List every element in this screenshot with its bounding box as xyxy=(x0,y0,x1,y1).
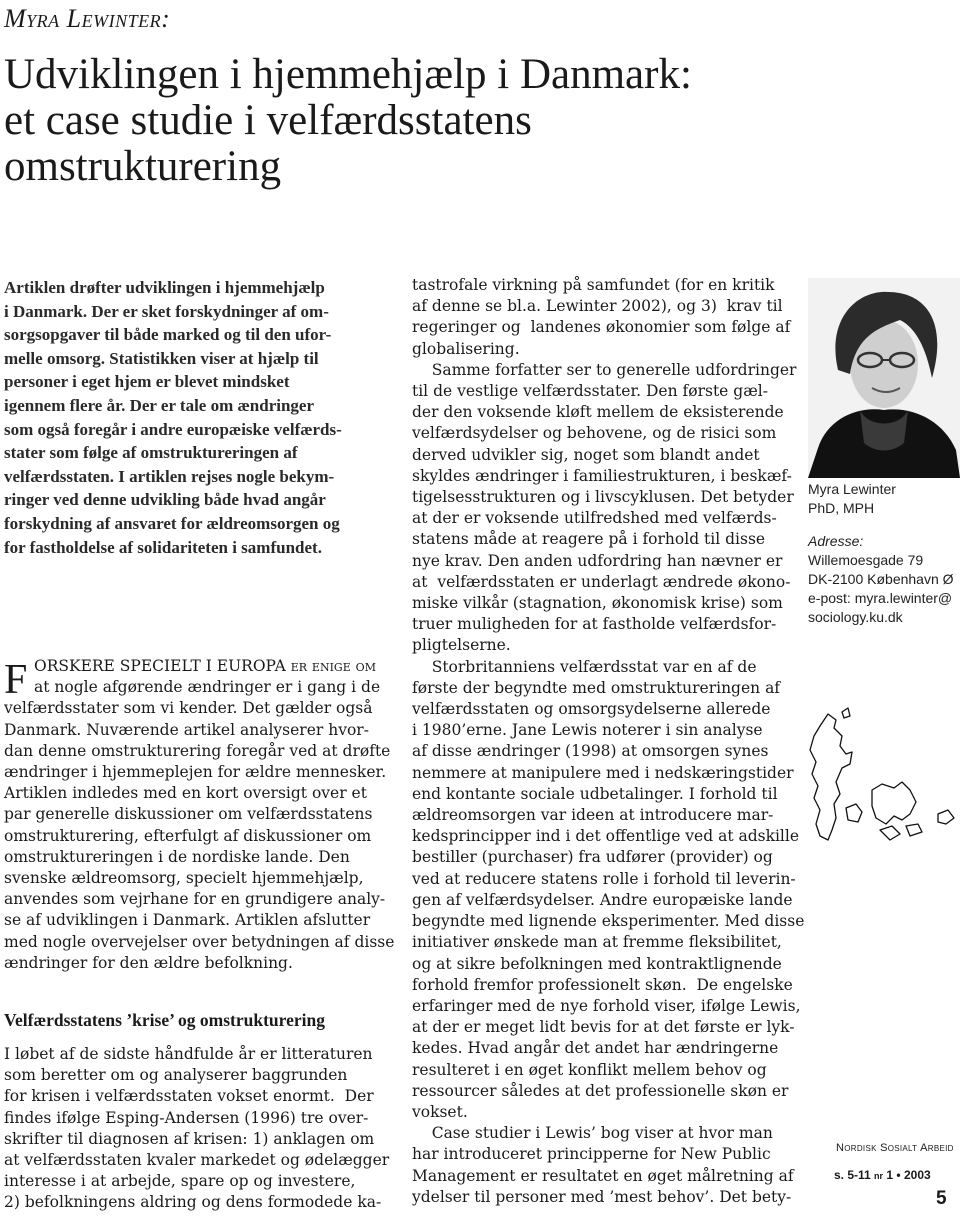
body-line: har introduceret principperne for New Public xyxy=(412,1145,771,1164)
abstract-line: melle omsorg. Statistikken viser at hjælp til xyxy=(4,348,319,368)
journal-name: Nordisk Sosialt Arbeid xyxy=(836,1142,954,1154)
sidebar-degree: PhD, MPH xyxy=(808,500,875,516)
body-line: skrifter til diagnosen af krisen: 1) anklagen om xyxy=(4,1129,375,1148)
issue-nr-label: nr xyxy=(874,1171,884,1181)
body-line: for krisen i velfærdsstaten vokset enormt. Der xyxy=(4,1087,374,1106)
intro-line: med nogle overvejelser over betydningen af disse xyxy=(4,932,395,951)
issue-bullet: • xyxy=(896,1168,901,1182)
author-photo xyxy=(808,278,960,478)
address-line: DK-2100 København Ø xyxy=(808,571,954,587)
body-column-left xyxy=(4,1044,389,1214)
intro-paragraph xyxy=(4,656,395,974)
intro-line: svenske ældreomsorg, specielt hjemmehjælp, xyxy=(4,869,364,888)
body-line: Management er resultatet en øget målretning af xyxy=(412,1166,794,1185)
body-line: ældreomsorgen var ideen at introducere mar- xyxy=(412,806,774,825)
email-line: sociology.ku.dk xyxy=(808,609,903,625)
body-line: 2) befolkningens aldring og dens formodede ka- xyxy=(4,1193,382,1212)
abstract-line: velfærdsstaten. I artiklen rejses nogle bekym- xyxy=(4,466,335,486)
body-line: ydelser til personer med ’mest behov’. Det bety- xyxy=(412,1187,792,1206)
intro-line: se af udviklingen i Danmark. Artiklen afslutter xyxy=(4,911,371,930)
intro-line: ændringer i hjemmeplejen for ældre mennesker. xyxy=(4,763,387,782)
body-line: globalisering. xyxy=(412,339,520,358)
body-line: interesse i at arbejde, spare op og investere, xyxy=(4,1172,356,1191)
page-number: 5 xyxy=(936,1188,947,1209)
abstract-line: personer i eget hjem er blevet mindsket xyxy=(4,372,290,392)
intro-line: ændringer for den ældre befolkning. xyxy=(4,953,293,972)
body-line: findes ifølge Esping-Andersen (1996) tre over- xyxy=(4,1108,369,1127)
intro-line: omstrukturering, efterfulgt af diskussioner om xyxy=(4,826,372,845)
intro-line: dan denne omstrukturering foregår ved at drøfte xyxy=(4,741,391,760)
body-line: erfaringer med de nye forhold viser, ifølge Lewis, xyxy=(412,996,801,1015)
intro-line: omstruktureringen i de nordiske lande. Den xyxy=(4,847,350,866)
body-line: forhold fremfor professionelt skøn. De engelske xyxy=(412,975,793,994)
body-line: velfærdsstaten og omsorgsydelserne allerede xyxy=(412,700,771,719)
title-line: omstrukturering xyxy=(4,143,282,190)
body-line: vokset. xyxy=(412,1102,468,1121)
intro-line: velfærdsstater som vi kender. Det gælder også xyxy=(4,699,373,718)
body-line: gen af velfærdsydelser. Andre europæiske lande xyxy=(412,890,793,909)
body-line: skyldes ændringer i familiestrukturen, i beskæf- xyxy=(412,466,792,485)
intro-line: par generelle diskussioner om velfærdsstatens xyxy=(4,805,373,824)
abstract-line: som også foregår i andre europæiske velfærds- xyxy=(4,419,342,439)
body-line: af disse ændringer (1998) at omsorgen synes xyxy=(412,742,769,761)
body-line: begyndte med lignende eksperimenter. Med disse xyxy=(412,912,805,931)
body-line: Storbritanniens velfærdsstat var en af de xyxy=(412,657,757,676)
body-line: bestiller (purchaser) fra udfører (provider) og xyxy=(412,848,773,867)
body-line: og at sikre befolkningen med kontraktlignende xyxy=(412,954,782,973)
abstract-line: stater som følge af omstruktureringen af xyxy=(4,443,298,463)
intro-line: Danmark. Nuværende artikel analyserer hvor- xyxy=(4,720,369,739)
issue-pages: s. 5-11 xyxy=(834,1168,871,1182)
body-line: første der begyndte med omstruktureringen af xyxy=(412,678,781,697)
abstract-line: Artiklen drøfter udviklingen i hjemmehjælp xyxy=(4,278,325,297)
intro-line xyxy=(4,656,389,677)
body-line: af denne se bl.a. Lewinter 2002), og 3) krav til xyxy=(412,297,783,316)
issue-year: 2003 xyxy=(903,1168,931,1182)
body-line: ressourcer således at det professionelle skøn er xyxy=(412,1081,789,1100)
address-line: Willemoesgade 79 xyxy=(808,552,924,568)
title-line: et case studie i velfærdsstatens xyxy=(4,97,532,144)
body-line: pligtelserne. xyxy=(412,636,511,655)
email-line: e-post: myra.lewinter@ xyxy=(808,590,953,606)
body-line: tigelsesstrukturen og i livscyklusen. Det betyder xyxy=(412,488,794,507)
denmark-map xyxy=(806,706,960,856)
author-sidebar xyxy=(808,480,960,627)
body-line: velfærdsydelser og behovene, og de risici som xyxy=(412,424,777,443)
abstract-line: i Danmark. Der er sket forskydninger af om- xyxy=(4,301,329,321)
body-line: der den voksende kløft mellem de eksisterende xyxy=(412,403,784,422)
abstract-line: igennem flere år. Der er tale om ændringer xyxy=(4,395,315,415)
body-line: I løbet af de sidste håndfulde år er litteraturen xyxy=(4,1045,373,1063)
body-line: at der er meget lidt bevis for at det første er lyk- xyxy=(412,1018,795,1037)
abstract-line: ringer ved denne udvikling både hvad angår xyxy=(4,490,326,510)
intro-line: at nogle afgørende ændringer er i gang i de xyxy=(34,678,381,697)
intro-line: anvendes som vejrhane for en grundigere analy- xyxy=(4,890,386,909)
issue-nr: 1 xyxy=(886,1168,894,1182)
abstract-line: sorgsopgaver til både marked og til den ufor- xyxy=(4,325,332,345)
body-line: resulteret i en øget konflikt mellem behov og xyxy=(412,1060,767,1079)
abstract-line: forskydning af ansvaret for ældreomsorgen og xyxy=(4,513,340,533)
address-label: Adresse: xyxy=(808,533,864,549)
abstract-line: for fastholdelse af solidariteten i samfundet. xyxy=(4,537,322,557)
issue-info xyxy=(834,1168,931,1182)
body-line: at der er voksende utilfredshed med velfærds- xyxy=(412,509,777,528)
title-line: Udviklingen i hjemmehjælp i Danmark: xyxy=(4,51,692,98)
intro-first-line: ORSKERE SPECIELT I EUROPA er enige om xyxy=(34,657,376,675)
body-line: til de vestlige velfærdsstater. Den første gæl- xyxy=(412,382,768,401)
intro-line: Artiklen indledes med en kort oversigt over et xyxy=(4,784,367,803)
body-line: regeringer og landenes økonomier som følge af xyxy=(412,318,791,337)
article-title xyxy=(4,52,904,190)
intro-rest xyxy=(4,698,395,974)
body-line: miske vilkår (stagnation, økonomisk krise) som xyxy=(412,594,783,613)
body-line: derved udvikler sig, noget som blandt andet xyxy=(412,445,760,464)
body-line: nemmere at manipulere med i nedskæringstider xyxy=(412,763,794,782)
body-line: kedes. Hvad angår det andet har ændringerne xyxy=(412,1039,779,1058)
body-line: ved at reducere statens rolle i forhold til leverin- xyxy=(412,869,796,888)
sidebar-name: Myra Lewinter xyxy=(808,481,896,497)
body-line: nye krav. Den anden udfordring han nævner er xyxy=(412,551,783,570)
body-line: statens måde at reagere på i forhold til disse xyxy=(412,530,766,549)
body-column-middle xyxy=(412,275,805,1208)
body-line: at velfærdsstaten kvaler markedet og ødelægger xyxy=(4,1151,390,1170)
body-line: som beretter om og analyserer baggrunden xyxy=(4,1066,348,1085)
body-line: i 1980’erne. Jane Lewis noterer i sin analyse xyxy=(412,721,763,740)
body-line: kedsprincipper ind i det offentlige ved at adskille xyxy=(412,827,800,846)
author-name: Myra Lewinter: xyxy=(4,4,171,33)
section-heading: Velfærdsstatens ’krise’ og omstrukturering xyxy=(4,1010,325,1030)
body-line: end kontante sociale udbetalinger. I forhold til xyxy=(412,784,778,803)
body-line: Samme forfatter ser to generelle udfordringer xyxy=(412,360,797,379)
body-line: tastrofale virkning på samfundet (for en kritik xyxy=(412,276,775,294)
body-line: at velfærdsstaten er underlagt ændrede økono- xyxy=(412,572,791,591)
drop-cap: F xyxy=(4,657,28,703)
abstract xyxy=(4,276,384,559)
body-line: initiativer ønskede man at fremme fleksibilitet, xyxy=(412,933,782,952)
body-line: truer muligheden for at fastholde velfærdsfor- xyxy=(412,615,777,634)
body-line: Case studier i Lewis’ bog viser at hvor man xyxy=(412,1124,773,1143)
